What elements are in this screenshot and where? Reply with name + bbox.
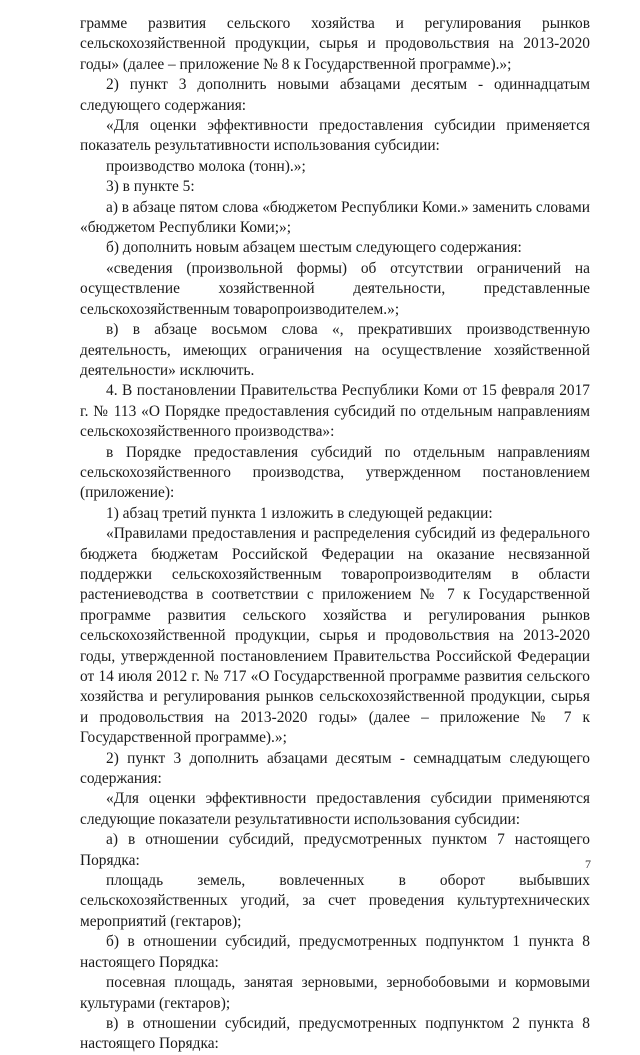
paragraph: «Для оценки эффективности предоставления субсидии применяется показатель результативности использования субсидии: <box>80 117 590 155</box>
paragraph: «Правилами предоставления и распределения субсидий из федерального бюджета бюджетам Российской Федерации на оказание несвязанной поддержки сельскохозяйственным товаропроизводителям в области растениеводства в соответствии с приложением № 7 к Государственной программе развития сельского хозяйства и регулирования рынков сельскохозяйственной продукции, сырья и продовольствия на 2013-2020 годы, утвержденной постановлением Правительства Российской Федерации от 14 июля 2012 г. № 717 «О Государственной программе развития сельского хозяйства и регулирования рынков сельскохозяйственной продукции, сырья и продовольствия на 2013-2020 годы» (далее – приложение № 7 к Государственной программе).»; <box>80 525 590 747</box>
paragraph: а) в абзаце пятом слова «бюджетом Республики Коми.» заменить словами «бюджетом Республики Коми;»; <box>80 198 590 237</box>
paragraph: б) дополнить новым абзацем шестым следующего содержания: <box>106 239 522 257</box>
paragraph: 2) пункт 3 дополнить новыми абзацами десятым - одиннадцатым следующего содержания: <box>80 76 590 114</box>
document-body <box>80 14 590 1055</box>
paragraph: грамме развития сельского хозяйства и регулирования рынков сельскохозяйственной продукции, сырья и продовольствия на 2013-2020 годы» (далее – приложение № 8 к Государственной программе).»; <box>80 15 590 73</box>
paragraph: производство молока (тонн).»; <box>106 157 306 175</box>
paragraph: в Порядке предоставления субсидий по отдельным направлениям сельскохозяйственного производства, утвержденном постановлением (приложение): <box>80 443 590 502</box>
paragraph: 4. В постановлении Правительства Республики Коми от 15 февраля 2017 г. № 113 «О Порядке предоставления субсидий по отдельным направлениям сельскохозяйственного производства»: <box>80 382 590 441</box>
page-number: 7 <box>585 857 591 871</box>
paragraph: 1) абзац третий пункта 1 изложить в следующей редакции: <box>106 504 493 522</box>
paragraph: «сведения (произвольной формы) об отсутствии ограничений на осуществление хозяйственной деятельности, представленные сельскохозяйственным товаропроизводителем.»; <box>80 259 590 318</box>
paragraph: а) в отношении субсидий, предусмотренных пунктом 7 настоящего Порядка: <box>80 831 590 869</box>
paragraph: 2) пункт 3 дополнить абзацами десятым - семнадцатым следующего содержания: <box>80 749 590 788</box>
paragraph: площадь земель, вовлеченных в оборот выбывших сельскохозяйственных угодий, за счет проведения культуртехнических мероприятий (гектаров); <box>80 872 590 930</box>
paragraph: посевная площадь, занятая зерновыми, зернобобовыми и кормовыми культурами (гектаров); <box>80 974 590 1012</box>
paragraph: 3) в пункте 5: <box>106 178 195 196</box>
paragraph: в) в абзаце восьмом слова «, прекративших производственную деятельность, имеющих ограничения на осуществление хозяйственной деятельности» исключить. <box>80 321 590 379</box>
paragraph: в) в отношении субсидий, предусмотренных подпунктом 2 пункта 8 настоящего Порядка: <box>80 1014 590 1053</box>
paragraph: «Для оценки эффективности предоставления субсидии применяются следующие показатели результативности использования субсидии: <box>80 790 590 828</box>
paragraph: б) в отношении субсидий, предусмотренных подпунктом 1 пункта 8 настоящего Порядка: <box>80 933 590 971</box>
